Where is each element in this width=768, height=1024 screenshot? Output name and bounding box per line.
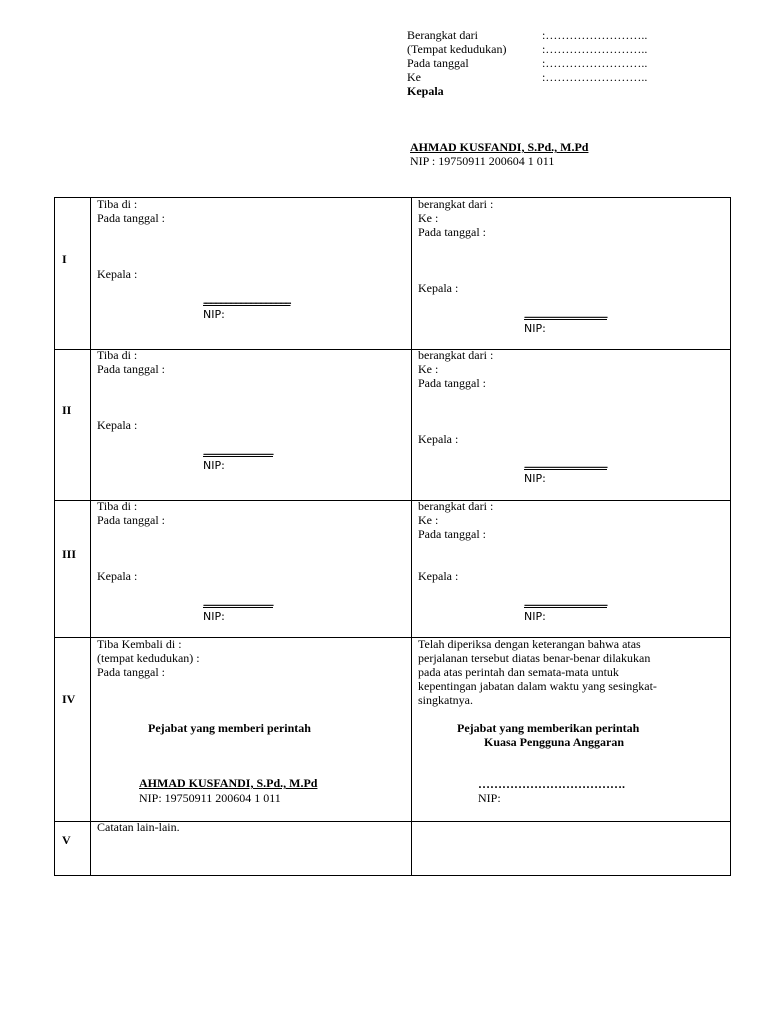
statement-line-1: Telah diperiksa dengan keterangan bahwa atas	[418, 637, 641, 651]
nip-label: NIP:	[203, 459, 225, 472]
signature-line: ...................................................................................	[524, 461, 607, 470]
statement-line-4: kepentingan jabatan dalam waktu yang sesingkat-	[418, 679, 657, 693]
signature-line: ……………………………….	[478, 777, 625, 791]
row-numeral-2: II	[62, 403, 72, 417]
ke-label: Ke :	[418, 513, 439, 527]
pada-tanggal-label: Pada tanggal :	[418, 376, 486, 390]
pada-tanggal-label: Pada tanggal :	[97, 362, 165, 376]
berangkat-dari-label: berangkat dari :	[418, 197, 494, 211]
row-divider-1	[55, 349, 730, 350]
kepala-label: Kepala :	[418, 432, 459, 446]
pada-tanggal-label: Pada tanggal :	[97, 665, 165, 679]
nip-label: NIP:	[524, 322, 546, 335]
statement-line-2: perjalanan tersebut diatas benar-benar dilakukan	[418, 651, 651, 665]
header-ke-label: Ke	[407, 70, 421, 84]
kepala-label: Kepala :	[97, 418, 138, 432]
pejabat-nip: NIP: 19750911 200604 1 011	[139, 791, 281, 805]
pejabat-title: Pejabat yang memberi perintah	[148, 721, 311, 735]
ke-label: Ke :	[418, 362, 439, 376]
row-numeral-5: V	[62, 833, 71, 847]
berangkat-dari-label: berangkat dari :	[418, 499, 494, 513]
column-divider-middle	[411, 198, 412, 875]
kepala-label: Kepala :	[97, 569, 138, 583]
nip-label: NIP:	[478, 791, 501, 805]
statement-line-3: pada atas perintah dan semata-mata untuk	[418, 665, 619, 679]
header-berangkat-label: Berangkat dari	[407, 28, 478, 42]
nip-label: NIP:	[203, 308, 225, 321]
pejabat-name: AHMAD KUSFANDI, S.Pd., M.Pd	[139, 776, 318, 790]
header-signer-nip: NIP : 19750911 200604 1 011	[410, 154, 555, 168]
nip-label: NIP:	[524, 472, 546, 485]
signature-line: ...................................................................................	[524, 311, 607, 320]
row-numeral-3: III	[62, 547, 77, 561]
tiba-di-label: Tiba di :	[97, 499, 138, 513]
row-numeral-1: I	[62, 252, 67, 266]
tiba-di-label: Tiba di :	[97, 348, 138, 362]
ke-label: Ke :	[418, 211, 439, 225]
header-tempat-fill: :……………………..	[542, 42, 648, 56]
pada-tanggal-label: Pada tanggal :	[418, 225, 486, 239]
signature-line: ......................................................................	[203, 296, 291, 306]
pada-tanggal-label: Pada tanggal :	[97, 513, 165, 527]
header-berangkat-fill: :……………………..	[542, 28, 648, 42]
nip-label: NIP:	[203, 610, 225, 623]
kepala-label: Kepala :	[97, 267, 138, 281]
pada-tanggal-label: Pada tanggal :	[418, 527, 486, 541]
signature-line: ......................................................................	[203, 448, 273, 457]
header-signer-name: AHMAD KUSFANDI, S.Pd., M.Pd	[410, 140, 589, 154]
kepala-label: Kepala :	[418, 569, 459, 583]
row-divider-2	[55, 500, 730, 501]
header-kepala-label: Kepala	[407, 84, 444, 98]
statement-line-5: singkatnya.	[418, 693, 473, 707]
tiba-di-label: Tiba di :	[97, 197, 138, 211]
travel-record-table	[54, 197, 731, 876]
header-tempat-label: (Tempat kedudukan)	[407, 42, 507, 56]
catatan-label: Catatan lain-lain.	[97, 820, 180, 834]
header-tanggal-label: Pada tanggal	[407, 56, 469, 70]
signature-line: ......................................................................	[203, 599, 273, 608]
pada-tanggal-label: Pada tanggal :	[97, 211, 165, 225]
pejabat-title: Pejabat yang memberikan perintah	[457, 721, 640, 735]
berangkat-dari-label: berangkat dari :	[418, 348, 494, 362]
signature-line: ...................................................................................	[524, 599, 607, 608]
tiba-kembali-label: Tiba Kembali di :	[97, 637, 182, 651]
nip-label: NIP:	[524, 610, 546, 623]
column-divider-numeral	[90, 198, 91, 875]
header-tanggal-fill: :……………………..	[542, 56, 648, 70]
tempat-kedudukan-label: (tempat kedudukan) :	[97, 651, 200, 665]
kepala-label: Kepala :	[418, 281, 459, 295]
kuasa-pengguna-title: Kuasa Pengguna Anggaran	[484, 735, 625, 749]
row-numeral-4: IV	[62, 692, 76, 706]
header-ke-fill: :……………………..	[542, 70, 648, 84]
